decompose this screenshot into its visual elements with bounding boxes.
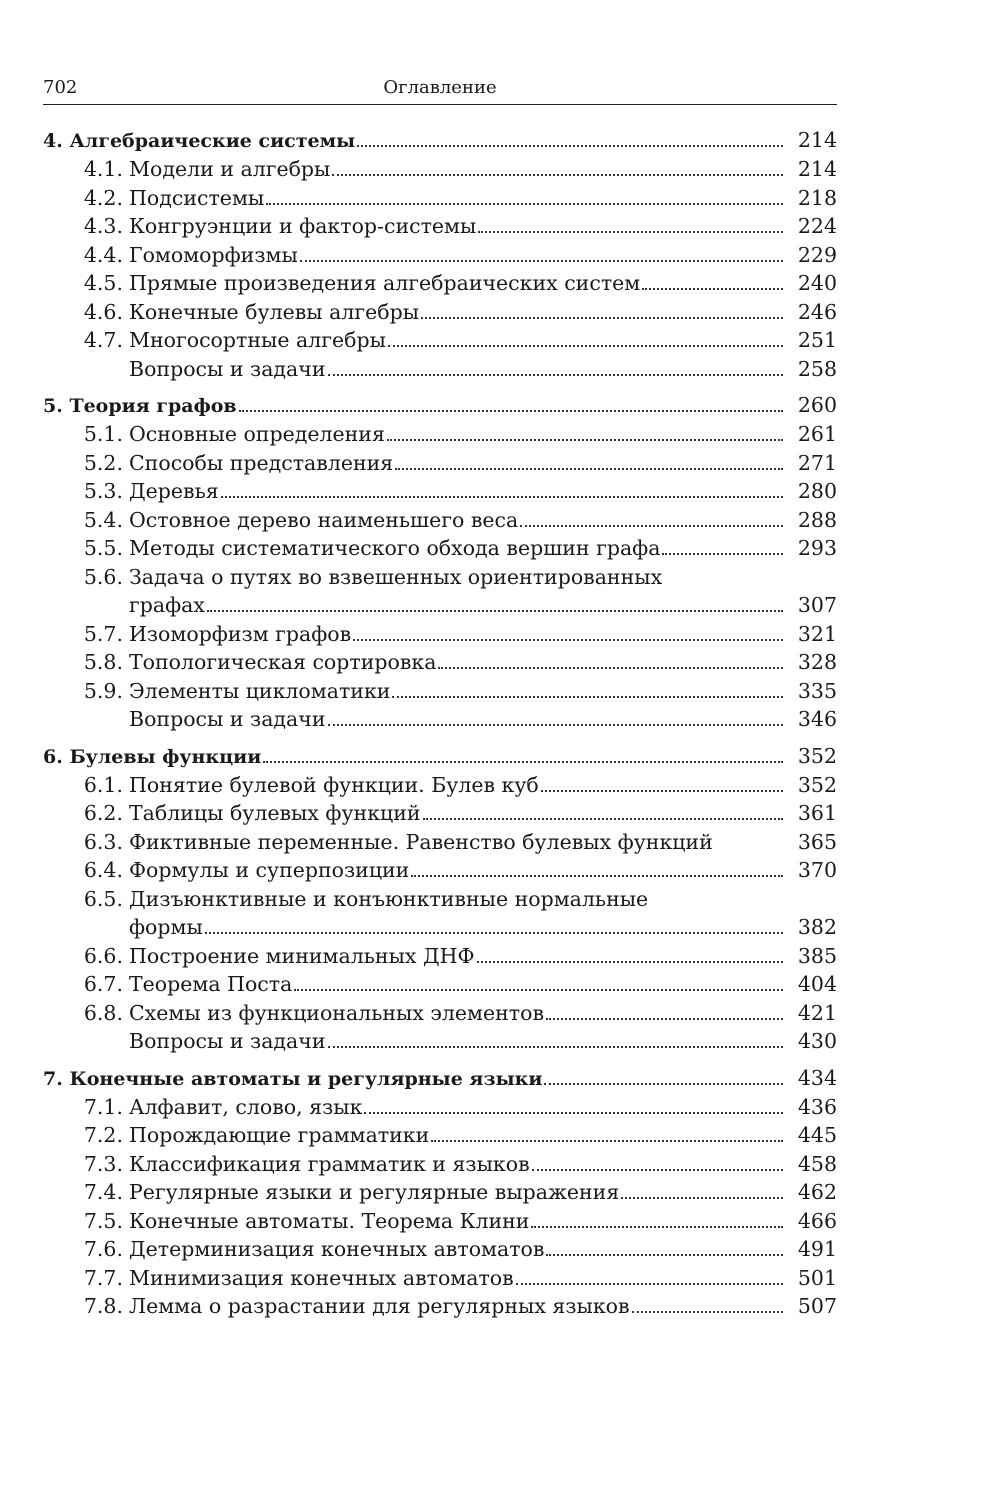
section-page-ref: 445 bbox=[797, 1123, 837, 1147]
dot-leader bbox=[546, 1254, 783, 1256]
section-number: 7.1. bbox=[83, 1094, 123, 1119]
dot-leader bbox=[477, 961, 783, 963]
dot-leader bbox=[392, 696, 783, 698]
toc-chapter bbox=[43, 741, 837, 1056]
dot-leader bbox=[478, 231, 783, 233]
section-page-ref: 214 bbox=[797, 157, 837, 181]
section-title: Модели и алгебры bbox=[129, 157, 331, 181]
section-page-ref: 501 bbox=[797, 1265, 837, 1290]
dot-leader bbox=[353, 639, 783, 641]
toc-chapter bbox=[43, 1063, 837, 1321]
section-page-ref: 307 bbox=[797, 593, 837, 617]
chapter-page-ref: 214 bbox=[797, 128, 837, 152]
section-entry[interactable] bbox=[43, 1207, 837, 1236]
section-page-ref: 466 bbox=[797, 1208, 837, 1233]
section-number: 5.2. bbox=[83, 450, 123, 475]
section-entry[interactable] bbox=[43, 771, 837, 800]
section-entry[interactable] bbox=[43, 212, 837, 241]
section-title: Теорема Поста bbox=[129, 972, 293, 996]
section-title: Основные определения bbox=[129, 422, 385, 446]
section-title: Способы представления bbox=[129, 450, 394, 475]
chapter-entry[interactable] bbox=[43, 1063, 837, 1093]
running-header bbox=[43, 72, 837, 105]
chapter-entry[interactable] bbox=[43, 741, 837, 771]
section-entry[interactable] bbox=[43, 1178, 837, 1207]
section-entry[interactable] bbox=[43, 563, 837, 592]
chapter-page-ref: 352 bbox=[797, 743, 837, 768]
section-title: Конечные булевы алгебры bbox=[129, 299, 420, 324]
section-title: Дизъюнктивные и конъюнктивные нормальные bbox=[129, 886, 649, 911]
section-entry[interactable] bbox=[43, 1093, 837, 1122]
section-title: Вопросы и задачи bbox=[129, 1029, 326, 1053]
section-page-ref: 491 bbox=[797, 1237, 837, 1261]
section-page-ref: 258 bbox=[797, 356, 837, 381]
dot-leader bbox=[544, 1083, 783, 1085]
dot-leader bbox=[395, 468, 783, 470]
section-page-ref: 430 bbox=[797, 1029, 837, 1053]
section-page-ref: 240 bbox=[797, 271, 837, 295]
section-entry[interactable] bbox=[43, 1235, 837, 1264]
dot-leader bbox=[642, 288, 783, 290]
section-page-ref: 352 bbox=[797, 772, 837, 797]
section-title: Многосортные алгебры bbox=[129, 328, 386, 352]
page-number: 702 bbox=[43, 77, 78, 98]
section-title: Таблицы булевых функций bbox=[129, 801, 421, 825]
section-number: 7.8. bbox=[83, 1294, 123, 1318]
section-page-ref: 280 bbox=[797, 479, 837, 503]
toc-chapter bbox=[43, 390, 837, 734]
section-page-ref: 370 bbox=[797, 858, 837, 882]
section-entry[interactable] bbox=[43, 326, 837, 355]
dot-leader bbox=[266, 203, 783, 205]
chapter-title: 6. Булевы функции bbox=[43, 745, 262, 768]
section-page-ref: 328 bbox=[797, 650, 837, 674]
dot-leader bbox=[541, 790, 783, 792]
section-page-ref: 382 bbox=[797, 915, 837, 939]
section-page-ref: 229 bbox=[797, 242, 837, 267]
section-title: Лемма о разрастании для регулярных языков bbox=[129, 1294, 630, 1318]
section-number: 6.1. bbox=[83, 772, 123, 797]
section-title: Минимизация конечных автоматов bbox=[129, 1265, 514, 1290]
section-number: 4.7. bbox=[83, 328, 123, 352]
dot-leader bbox=[423, 818, 783, 820]
section-title: Формулы и суперпозиции bbox=[129, 858, 410, 882]
dot-leader bbox=[421, 317, 783, 319]
dot-leader bbox=[332, 174, 783, 176]
section-title: Классификация грамматик и языков bbox=[129, 1151, 530, 1176]
section-page-ref: 404 bbox=[797, 972, 837, 996]
section-number: 4.5. bbox=[83, 271, 123, 295]
section-number: 7.3. bbox=[83, 1151, 123, 1176]
dot-leader bbox=[239, 410, 783, 412]
section-page-ref: 224 bbox=[797, 214, 837, 238]
section-entry[interactable] bbox=[43, 506, 837, 535]
section-number: 6.6. bbox=[83, 943, 123, 968]
section-entry[interactable] bbox=[43, 269, 837, 298]
section-number: 5.4. bbox=[83, 507, 123, 532]
dot-leader bbox=[221, 496, 783, 498]
section-page-ref: 421 bbox=[797, 1000, 837, 1025]
section-number: 4.4. bbox=[83, 242, 123, 267]
section-entry[interactable] bbox=[43, 477, 837, 506]
section-number: 4.1. bbox=[83, 157, 123, 181]
section-number: 5.3. bbox=[83, 479, 123, 503]
dot-leader bbox=[438, 667, 783, 669]
section-title: Подсистемы bbox=[129, 185, 265, 210]
section-page-ref: 288 bbox=[797, 507, 837, 532]
section-entry[interactable] bbox=[43, 999, 837, 1028]
section-title: Построение минимальных ДНФ bbox=[129, 943, 475, 968]
section-title: Элементы цикломатики bbox=[129, 678, 391, 703]
section-entry[interactable] bbox=[43, 1027, 837, 1056]
section-number: 6.4. bbox=[83, 858, 123, 882]
section-entry[interactable] bbox=[43, 184, 837, 213]
dot-leader bbox=[431, 1140, 783, 1142]
section-entry[interactable] bbox=[43, 942, 837, 971]
section-entry[interactable] bbox=[43, 155, 837, 184]
section-title: Конгруэнции и фактор-системы bbox=[129, 214, 477, 238]
section-entry[interactable] bbox=[43, 799, 837, 828]
section-number: 5.7. bbox=[83, 621, 123, 646]
section-entry[interactable] bbox=[43, 705, 837, 734]
section-page-ref: 261 bbox=[797, 422, 837, 446]
chapter-entry[interactable] bbox=[43, 390, 837, 420]
section-entry[interactable] bbox=[43, 677, 837, 706]
section-number: 7.4. bbox=[83, 1180, 123, 1204]
section-page-ref: 365 bbox=[797, 829, 837, 854]
section-page-ref: 346 bbox=[797, 707, 837, 731]
section-entry[interactable] bbox=[43, 856, 837, 885]
section-entry[interactable] bbox=[43, 1264, 837, 1293]
section-title: Задача о путях во взвешенных ориентированных bbox=[129, 564, 663, 589]
section-number: 6.3. bbox=[83, 829, 123, 854]
dot-leader bbox=[411, 875, 783, 877]
section-number: 4.2. bbox=[83, 185, 123, 210]
section-title: Вопросы и задачи bbox=[129, 707, 326, 731]
dot-leader bbox=[520, 525, 783, 527]
page bbox=[43, 72, 837, 1328]
section-title: Вопросы и задачи bbox=[129, 356, 326, 381]
running-title: Оглавление bbox=[383, 77, 497, 98]
dot-leader bbox=[263, 761, 783, 763]
section-number: 6.7. bbox=[83, 972, 123, 996]
toc-chapter bbox=[43, 125, 837, 383]
chapter-title: 7. Конечные автоматы и регулярные языки bbox=[43, 1067, 543, 1090]
section-title-continuation: формы bbox=[129, 915, 203, 939]
section-page-ref: 361 bbox=[797, 801, 837, 825]
section-entry[interactable] bbox=[43, 828, 837, 857]
dot-leader bbox=[546, 1018, 783, 1020]
section-entry[interactable] bbox=[43, 420, 837, 449]
dot-leader bbox=[387, 439, 783, 441]
section-entry[interactable] bbox=[43, 449, 837, 478]
chapter-title: 5. Теория графов bbox=[43, 395, 237, 417]
section-number: 6.2. bbox=[83, 801, 123, 825]
chapter-entry[interactable] bbox=[43, 125, 837, 155]
section-title: Схемы из функциональных элементов bbox=[129, 1000, 545, 1025]
section-page-ref: 462 bbox=[797, 1180, 837, 1204]
section-page-ref: 246 bbox=[797, 299, 837, 324]
dot-leader bbox=[532, 1169, 783, 1171]
section-title: Детерминизация конечных автоматов bbox=[129, 1237, 545, 1261]
section-entry[interactable] bbox=[43, 648, 837, 677]
section-page-ref: 385 bbox=[797, 943, 837, 968]
section-title: Фиктивные переменные. Равенство булевых функций bbox=[129, 829, 713, 854]
section-entry[interactable] bbox=[43, 355, 837, 384]
section-page-ref: 251 bbox=[797, 328, 837, 352]
dot-leader bbox=[531, 1226, 783, 1228]
section-page-ref: 218 bbox=[797, 185, 837, 210]
section-title: Регулярные языки и регулярные выражения bbox=[129, 1180, 620, 1204]
section-title-continuation: графах bbox=[129, 593, 205, 617]
section-entry[interactable] bbox=[43, 1292, 837, 1321]
section-entry[interactable] bbox=[43, 620, 837, 649]
section-number: 7.7. bbox=[83, 1265, 123, 1290]
chapter-page-ref: 260 bbox=[797, 393, 837, 417]
chapter-title: 4. Алгебраические системы bbox=[43, 130, 356, 152]
section-title: Понятие булевой функции. Булев куб bbox=[129, 772, 539, 797]
dot-leader bbox=[328, 1046, 784, 1048]
section-number: 7.5. bbox=[83, 1208, 123, 1233]
section-number: 5.1. bbox=[83, 422, 123, 446]
section-number: 6.5. bbox=[83, 886, 123, 911]
section-number: 7.2. bbox=[83, 1123, 123, 1147]
dot-leader bbox=[294, 989, 783, 991]
section-entry[interactable] bbox=[43, 885, 837, 914]
section-entry[interactable] bbox=[43, 1150, 837, 1179]
dot-leader bbox=[300, 260, 783, 262]
section-entry-continuation[interactable] bbox=[43, 913, 837, 942]
dot-leader bbox=[516, 1283, 783, 1285]
section-number: 4.3. bbox=[83, 214, 123, 238]
dot-leader bbox=[632, 1311, 783, 1313]
table-of-contents bbox=[43, 125, 837, 1321]
section-title: Деревья bbox=[129, 479, 219, 503]
dot-leader bbox=[662, 553, 783, 555]
section-number: 5.5. bbox=[83, 536, 123, 560]
section-entry[interactable] bbox=[43, 1121, 837, 1150]
section-number: 5.6. bbox=[83, 564, 123, 589]
section-entry[interactable] bbox=[43, 241, 837, 270]
section-title: Изоморфизм графов bbox=[129, 621, 352, 646]
dot-leader bbox=[621, 1197, 783, 1199]
section-number: 5.8. bbox=[83, 650, 123, 674]
section-title: Методы систематического обхода вершин графа bbox=[129, 536, 661, 560]
dot-leader bbox=[328, 724, 784, 726]
section-page-ref: 271 bbox=[797, 450, 837, 475]
section-title: Алфавит, слово, язык bbox=[129, 1094, 363, 1119]
section-page-ref: 293 bbox=[797, 536, 837, 560]
section-entry-continuation[interactable] bbox=[43, 591, 837, 620]
section-page-ref: 335 bbox=[797, 678, 837, 703]
section-title: Гомоморфизмы bbox=[129, 242, 298, 267]
section-number: 7.6. bbox=[83, 1237, 123, 1261]
dot-leader bbox=[388, 345, 783, 347]
section-entry[interactable] bbox=[43, 298, 837, 327]
dot-leader bbox=[207, 610, 783, 612]
section-title: Остовное дерево наименьшего веса bbox=[129, 507, 519, 532]
dot-leader bbox=[205, 932, 783, 934]
section-title: Порождающие грамматики bbox=[129, 1123, 430, 1147]
chapter-page-ref: 434 bbox=[797, 1065, 837, 1090]
section-page-ref: 458 bbox=[797, 1151, 837, 1176]
section-number: 5.9. bbox=[83, 678, 123, 703]
section-page-ref: 321 bbox=[797, 621, 837, 646]
section-page-ref: 436 bbox=[797, 1094, 837, 1119]
section-entry[interactable] bbox=[43, 534, 837, 563]
section-title: Конечные автоматы. Теорема Клини bbox=[129, 1208, 530, 1233]
section-entry[interactable] bbox=[43, 970, 837, 999]
dot-leader bbox=[364, 1112, 783, 1114]
section-number: 6.8. bbox=[83, 1000, 123, 1025]
section-page-ref: 507 bbox=[797, 1294, 837, 1318]
section-title: Топологическая сортировка bbox=[129, 650, 437, 674]
section-number: 4.6. bbox=[83, 299, 123, 324]
dot-leader bbox=[328, 374, 784, 376]
dot-leader bbox=[357, 145, 783, 147]
section-title: Прямые произведения алгебраических систем bbox=[129, 271, 641, 295]
